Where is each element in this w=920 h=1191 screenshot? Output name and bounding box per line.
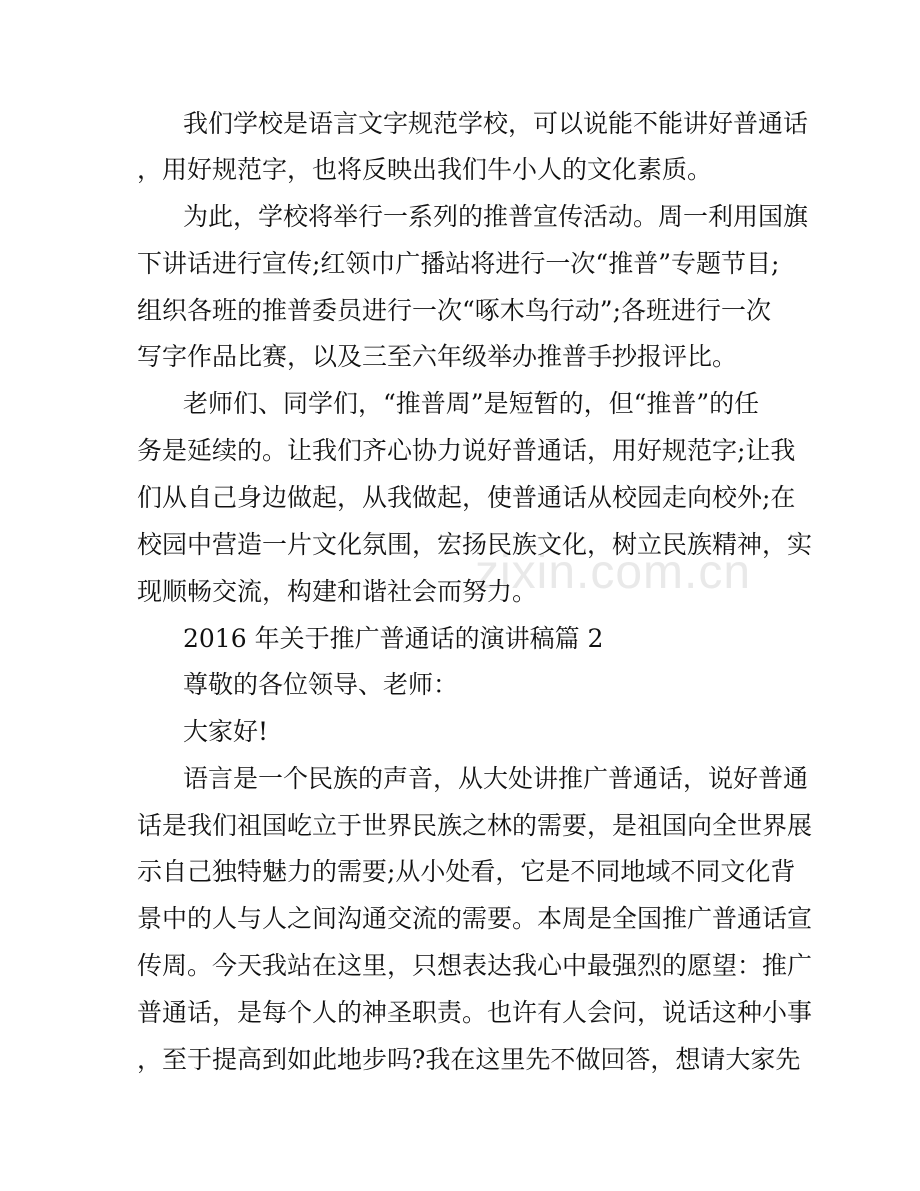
paragraph-line: 示自己独特魅力的需要;从小处看，它是不同地域不同文化背 [137,857,796,886]
paragraph-line: ，至于提高到如此地步吗?我在这里先不做回答，想请大家先 [137,1045,801,1074]
watermark: zixin.com.cn [475,546,752,599]
paragraph-line: 们从自己身边做起，从我做起，使普通话从校园走向校外;在 [137,483,796,512]
paragraph-line: 传周。今天我站在这里，只想表达我心中最强烈的愿望：推广 [137,951,813,980]
paragraph-line: 写字作品比赛，以及三至六年级举办推普手抄报评比。 [137,342,738,371]
paragraph-line: 现顺畅交流，构建和谐社会而努力。 [137,577,538,606]
greeting: 大家好! [183,717,269,746]
paragraph-line: 普通话，是每个人的神圣职责。也许有人会问，说话这种小事 [137,998,813,1027]
paragraph-line: 语言是一个民族的声音，从大处讲推广普通话，说好普通 [183,764,809,793]
paragraph-line: 校园中营造一片文化氛围，宏扬民族文化，树立民族精神，实 [137,530,813,559]
section-heading: 2016 年关于推广普通话的演讲稿篇 2 [183,624,604,653]
paragraph-line: 组织各班的推普委员进行一次“啄木鸟行动”;各班进行一次 [137,296,771,325]
paragraph-line: 我们学校是语言文字规范学校，可以说能不能讲好普通话 [183,109,809,138]
paragraph-line: ，用好规范字，也将反映出我们牛小人的文化素质。 [137,155,713,184]
paragraph-line: 下讲话进行宣传;红领巾广播站将进行一次“推普”专题节目; [137,249,780,278]
paragraph-line: 话是我们祖国屹立于世界民族之林的需要，是祖国向全世界展 [137,811,813,840]
paragraph-line: 景中的人与人之间沟通交流的需要。本周是全国推广普通话宣 [137,904,813,933]
salutation: 尊敬的各位领导、老师： [183,670,459,699]
paragraph-line: 务是延续的。让我们齐心协力说好普通话，用好规范字;让我 [137,436,796,465]
paragraph-line: 为此，学校将举行一系列的推普宣传活动。周一利用国旗 [183,202,809,231]
paragraph-line: 老师们、同学们，“推普周”是短暂的，但“推普”的任 [183,389,760,418]
